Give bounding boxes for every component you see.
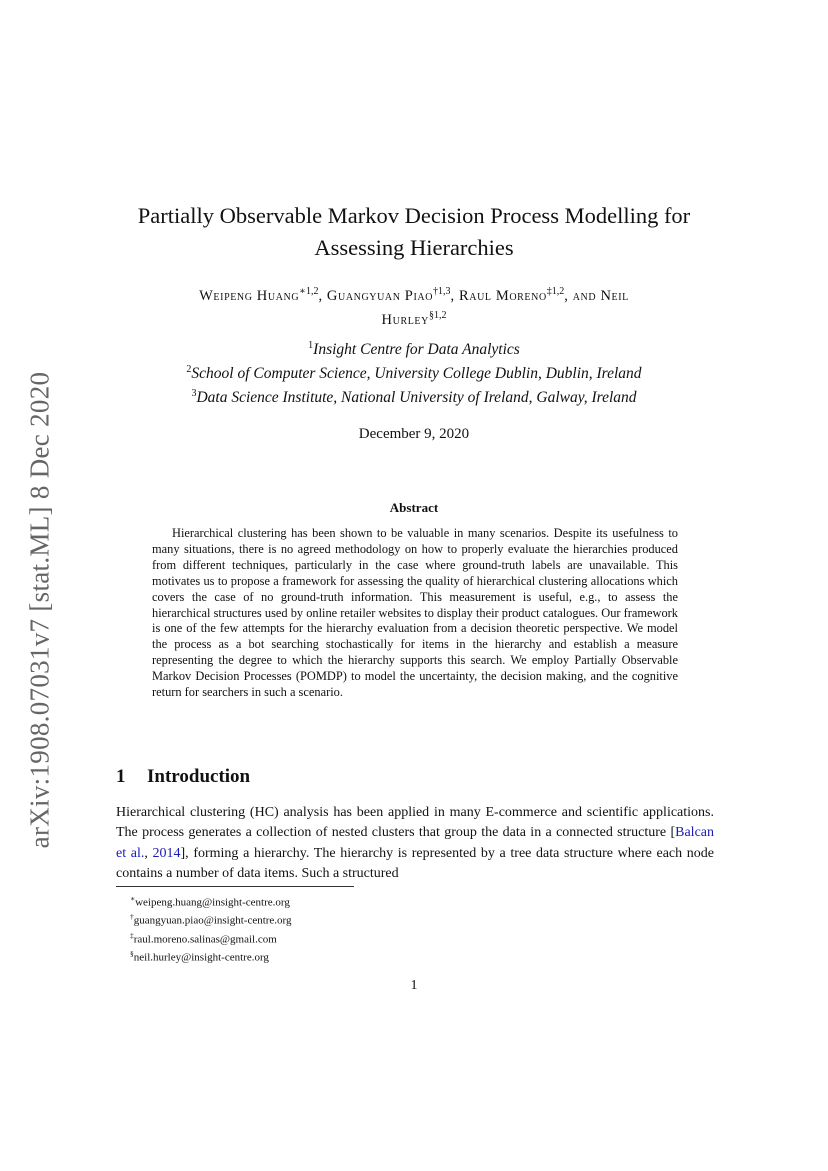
footnote-mark: † (130, 912, 134, 922)
footnote (116, 947, 292, 965)
footnotes (116, 892, 292, 966)
footnote (116, 929, 292, 947)
author-list (0, 282, 828, 330)
intro-paragraph (116, 803, 714, 884)
affiliation (0, 384, 828, 408)
authors-line-2 (0, 306, 828, 330)
author-mark: ‡1,2 (546, 286, 565, 297)
author-name: Hurley (381, 311, 429, 328)
citation-year-link[interactable]: 2014 (152, 845, 181, 861)
intro-text: ], forming a hierarchy. The hierarchy is represented by a tree data structure where each node contains a number of data items. Such a structured (116, 845, 714, 881)
intro-text: Hierarchical clustering (HC) analysis has been applied in many E-commerce and scientific applications. The process generates a collection of nested clusters that group the data in a connected structure [ (116, 805, 714, 841)
arxiv-stamp: arXiv:1908.07031v7 [stat.ML] 8 Dec 2020 (24, 371, 55, 849)
footnote (116, 910, 292, 928)
page-number: 1 (410, 978, 418, 993)
affiliations (0, 336, 828, 408)
affiliation-text: Data Science Institute, National University of Ireland, Galway, Ireland (196, 389, 637, 407)
title-line-1: Partially Observable Markov Decision Process Modelling for (137, 203, 691, 228)
paper-title (0, 200, 828, 264)
footnote (116, 892, 292, 910)
footnote-email: guangyuan.piao@insight-centre.org (133, 915, 292, 928)
footnote-rule (116, 886, 354, 887)
author-mark: §1,2 (428, 309, 447, 321)
footnote-email: raul.moreno.salinas@gmail.com (133, 933, 277, 946)
author-name: Raul Moreno (458, 287, 547, 304)
footnote-email: neil.hurley@insight-centre.org (133, 952, 269, 965)
footnote-mark: ‡ (130, 930, 134, 940)
authors-line-1: Weipeng Huang$^{∗1,2}$, Guangyuan Piao$^{\dagger 1,3}$, Raul Moreno$^{\ddagger 1,2}$, and Neil (199, 286, 629, 304)
affiliation-mark: 3 (191, 388, 197, 400)
affiliation-mark: 1 (308, 340, 314, 351)
footnote-mark: § (130, 949, 134, 959)
section-heading (116, 766, 250, 788)
affiliation (0, 336, 828, 360)
author-mark: †1,3 (433, 286, 451, 297)
author-name: Guangyuan Piao (326, 287, 434, 304)
abstract-heading: Abstract (389, 500, 439, 515)
author-mark: ∗1,2 (299, 286, 319, 297)
citation-link[interactable]: Balcan et al. (116, 825, 714, 861)
affiliation-text: Insight Centre for Data Analytics (313, 341, 520, 359)
affiliation-text: School of Computer Science, University College Dublin, Dublin, Ireland (191, 365, 642, 383)
section-title: Introduction (147, 766, 251, 787)
footnote-mark: ∗ (130, 894, 136, 903)
affiliation-mark: 2 (186, 364, 192, 376)
author-name: Weipeng Huang (199, 287, 300, 304)
author-conjunction: and (572, 287, 597, 304)
affiliation (0, 360, 828, 384)
abstract-body: Hierarchical clustering has been shown to be valuable in many scenarios. Despite its usefulness to many situations, there is no agreed methodology on how to properly evaluate the hierarchies produced from different techniques, particularly in the case where ground-truth labels are unavailable. This motivates us to propose a framework for assessing the quality of hierarchical clustering allocations which covers the case of no ground-truth information. This measurement is useful, e.g., to assess the hierarchical structures used by online retailer websites to display their product catalogues. Our framework is one of the few attempts for the hierarchy evaluation from a decision theoretic perspective. We model the process as a bot searching stochastically for items in the hierarchy and establish a measure representing the degree to which the hierarchy supports this search. We employ Partially Observable Markov Decision Processes (POMDP) to model the uncertainty, the decision making, and the cognitive return for searchers in such a scenario. (152, 526, 678, 700)
author-name: Neil (600, 287, 629, 304)
title-line-2: Assessing Hierarchies (314, 235, 514, 260)
citation-separator: , (144, 845, 153, 861)
paper-date: December 9, 2020 (358, 426, 470, 442)
section-number: 1 (116, 766, 126, 787)
footnote-email: weipeng.huang@insight-centre.org (135, 896, 290, 909)
